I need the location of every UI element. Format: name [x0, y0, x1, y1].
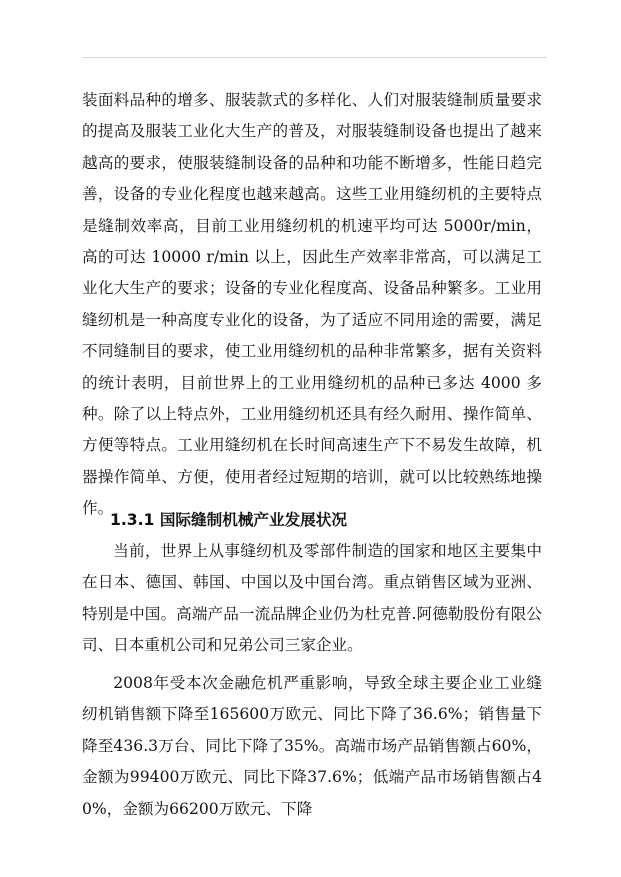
paragraph-global-distribution: 当前，世界上从事缝纫机及零部件制造的国家和地区主要集中在日本、德国、韩国、中国以及中国台湾。重点销售区域为亚洲、特别是中国。高端产品一流品牌企业仍为杜克普.阿德勒股份有限公司、日本重机公司和兄弟公司三家企业。 — [82, 542, 542, 655]
section-heading: 1.3.1 国际缝制机械产业发展状况 — [110, 511, 347, 529]
paragraph-sewing-machine-features: 装面料品种的增多、服装款式的多样化、人们对服装缝制质量要求的提高及服装工业化大生产的普及，对服装缝制设备也提出了越来越高的要求，使服装缝制设备的品种和功能不断增多，性能日趋完善，设备的专业化程度也越来越高。这些工业用缝纫机的主要特点是缝制效率高，目前工业用缝纫机的机速平均可达 5000r/min，高的可达 10000 r/min 以上，因此生产效率非常高，可以满足工业化大生产的要求；设备的专业化程度高、设备品种繁多。工业用缝纫机是一种高度专业化的设备，为了适应不同用途的需要，满足不同缝制目的要求，使工业用缝纫机的品种非常繁多，据有关资料的统计表明，目前世界上的工业用缝纫机的品种已多达 4000 多种。除了以上特点外，工业用缝纫机还具有经久耐用、操作简单、方便等特点。工业用缝纫机在长时间高速生产下不易发生故障，机器操作简单、方便，使用者经过短期的培训，就可以比较熟练地操作。 — [82, 91, 542, 518]
header-rule — [82, 57, 547, 58]
paragraph-2008-sales: 2008年受本次金融危机严重影响，导致全球主要企业工业缝纫机销售额下降至165600万欧元、同比下降了36.6%；销售量下降至436.3万台、同比下降了35%。高端市场产品销售额占60%，金额为99400万欧元、同比下降37.6%；低端产品市场销售额占40%，金额为66200万欧元、下降 — [82, 674, 542, 818]
